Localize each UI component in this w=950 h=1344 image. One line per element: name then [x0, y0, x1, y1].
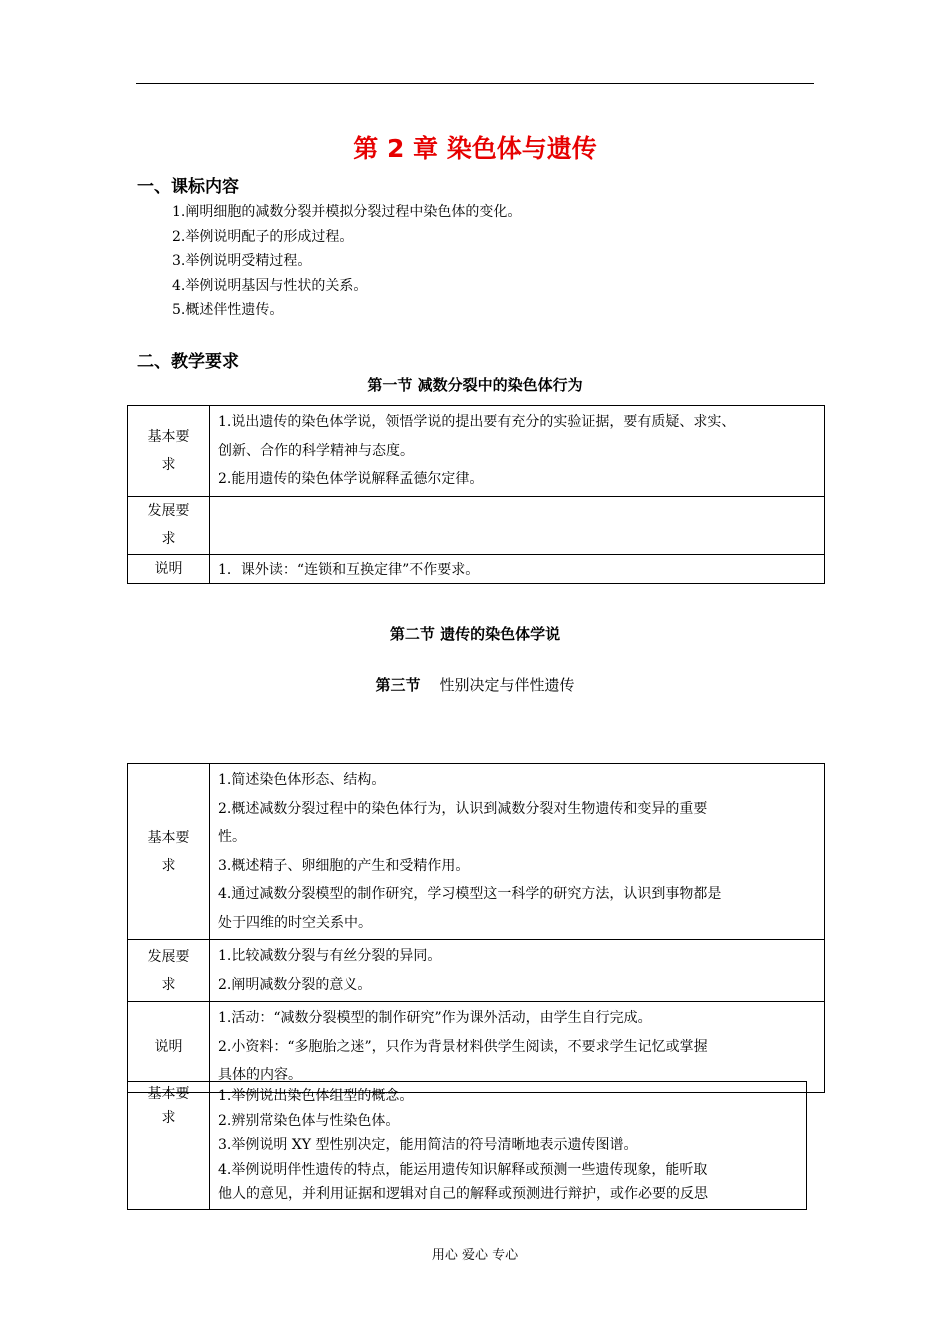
content-cell: 1.比较减数分裂与有丝分裂的异同。 2.阐明减数分裂的意义。: [210, 940, 825, 1002]
label-cell: 基本要求: [128, 764, 210, 940]
requirements-table-2: [127, 763, 825, 1093]
label-cell: 说明: [128, 1002, 210, 1093]
requirements-table-1: [127, 405, 825, 584]
section-heading-requirements: 二、教学要求: [137, 352, 239, 372]
content-cell: 1.简述染色体形态、结构。 2.概述减数分裂过程中的染色体行为，认识到减数分裂对生物遗传和变异的重要 性。 3.概述精子、卵细胞的产生和受精作用。 4.通过减数分裂模型的制作研究，学习模型这一科学的研究方法，认识到事物都是 处于四维的时空关系中。: [210, 764, 825, 940]
requirements-table-3: [127, 1081, 807, 1210]
header-rule: [136, 83, 814, 84]
label-cell: 发展要求: [128, 496, 210, 554]
list-item: 3.举例说明受精过程。: [172, 253, 312, 269]
label-cell: 说明: [128, 554, 210, 583]
page-footer: 用心 爱心 专心: [431, 1248, 519, 1263]
list-item: 2.举例说明配子的形成过程。: [172, 228, 354, 245]
content-cell: 1.活动：“减数分裂模型的制作研究”作为课外活动，由学生自行完成。 2.小资料：“多胞胎之迷”，只作为背景材料供学生阅读，不要求学生记忆或掌握 具体的内容。: [210, 1002, 825, 1093]
content-cell: 1.说出遗传的染色体学说，领悟学说的提出要有充分的实验证据，要有质疑、求实、 创新、合作的科学精神与态度。 2.能用遗传的染色体学说解释孟德尔定律。: [210, 406, 825, 497]
content-cell: 1．课外读：“连锁和互换定律”不作要求。: [210, 554, 825, 583]
list-item: 1.阐明细胞的减数分裂并模拟分裂过程中染色体的变化。: [172, 204, 522, 220]
label-cell: 发展要求: [128, 940, 210, 1002]
list-item: 4.举例说明基因与性状的关系。: [172, 277, 368, 294]
label-cell: 基本要求: [128, 1082, 210, 1210]
content-cell: 1.举例说出染色体组型的概念。 2.辨别常染色体与性染色体。 3.举例说明 XY 型性别决定，能用简洁的符号清晰地表示遗传图谱。 4.举例说明伴性遗传的特点，能运用遗传知识解释或预测一些遗传现象，能听取 他人的意见，并利用证据和逻辑对自己的解释或预测进行辩护，或作必要的反思: [210, 1082, 807, 1210]
standards-list: [172, 200, 521, 323]
content-cell: [210, 496, 825, 554]
subsection-title-1: 第一节 减数分裂中的染色体行为: [367, 376, 583, 394]
label-cell: 基本要求: [128, 406, 210, 497]
chapter-title: 第 2 章 染色体与遗传: [353, 134, 597, 163]
section-heading-standards: 一、课标内容: [137, 177, 239, 197]
list-item: 5.概述伴性遗传。: [172, 302, 284, 318]
subsection-title-3: 第三节 性别决定与伴性遗传: [375, 676, 575, 694]
subsection-title-2: 第二节 遗传的染色体学说: [389, 625, 561, 643]
